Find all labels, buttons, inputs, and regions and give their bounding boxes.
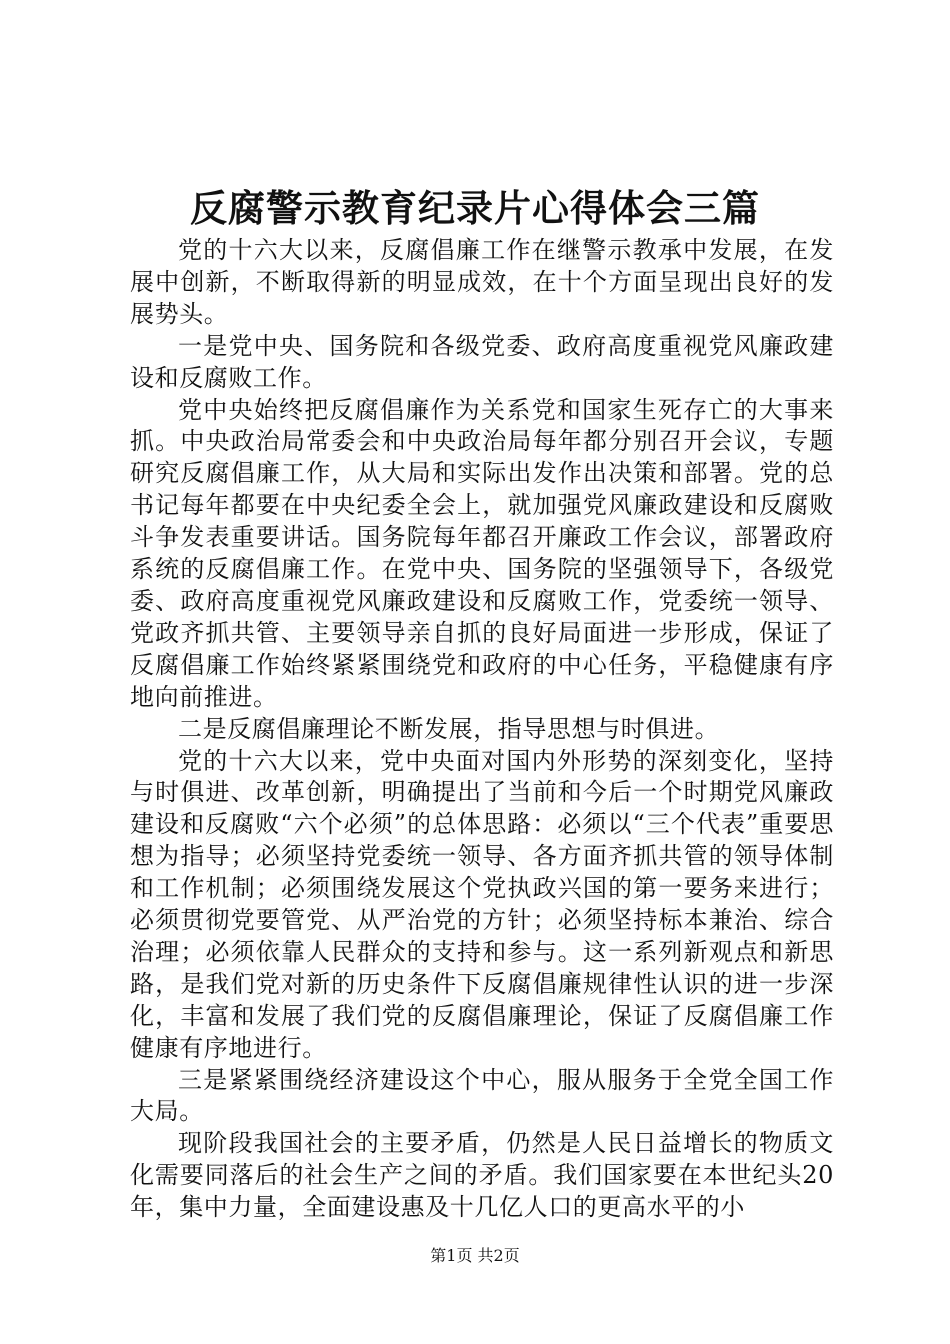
paragraph-intro: 党的十六大以来，反腐倡廉工作在继警示教承中发展，在发展中创新，不断取得新的明显成效，在十个方面呈现出良好的发展势头。 bbox=[130, 236, 834, 328]
paragraph-point-one: 一是党中央、国务院和各级党委、政府高度重视党风廉政建设和反腐败工作。 bbox=[130, 331, 834, 392]
paragraph-point-one-detail: 党中央始终把反腐倡廉作为关系党和国家生死存亡的大事来抓。中央政治局常委会和中央政治局每年都分别召开会议，专题研究反腐倡廉工作，从大局和实际出发作出决策和部署。党的总书记每年都要在中央纪委全会上，就加强党风廉政建设和反腐败斗争发表重要讲话。国务院每年都召开廉政工作会议，部署政府系统的反腐倡廉工作。在党中央、国务院的坚强领导下，各级党委、政府高度重视党风廉政建设和反腐败工作，党委统一领导、党政齐抓共管、主要领导亲自抓的良好局面进一步形成，保证了反腐倡廉工作始终紧紧围绕党和政府的中心任务，平稳健康有序地向前推进。 bbox=[130, 395, 834, 711]
document-body bbox=[130, 235, 834, 1224]
document-title: 反腐警示教育纪录片心得体会三篇 bbox=[190, 186, 760, 230]
paragraph-point-three: 三是紧紧围绕经济建设这个中心，服从服务于全党全国工作大局。 bbox=[130, 1065, 834, 1126]
paragraph-point-two: 二是反腐倡廉理论不断发展，指导思想与时俱进。 bbox=[178, 714, 720, 743]
paragraph-point-two-detail: 党的十六大以来，党中央面对国内外形势的深刻变化，坚持与时俱进、改革创新，明确提出了当前和今后一个时期党风廉政建设和反腐败“六个必须”的总体思路：必须以“三个代表”重要思想为指导；必须坚持党委统一领导、各方面齐抓共管的领导体制和工作机制；必须围绕发展这个党执政兴国的第一要务来进行；必须贯彻党要管党、从严治党的方针；必须坚持标本兼治、综合治理；必须依靠人民群众的支持和参与。这一系列新观点和新思路，是我们党对新的历史条件下反腐倡廉规律性认识的进一步深化，丰富和发展了我们党的反腐倡廉理论，保证了反腐倡廉工作健康有序地进行。 bbox=[130, 746, 834, 1062]
paragraph-point-three-detail: 现阶段我国社会的主要矛盾，仍然是人民日益增长的物质文化需要同落后的社会生产之间的矛盾。我们国家要在本世纪头20年，集中力量，全面建设惠及十几亿人口的更高水平的小 bbox=[130, 1129, 834, 1222]
page-footer: 第1页 共2页 bbox=[430, 1246, 520, 1265]
